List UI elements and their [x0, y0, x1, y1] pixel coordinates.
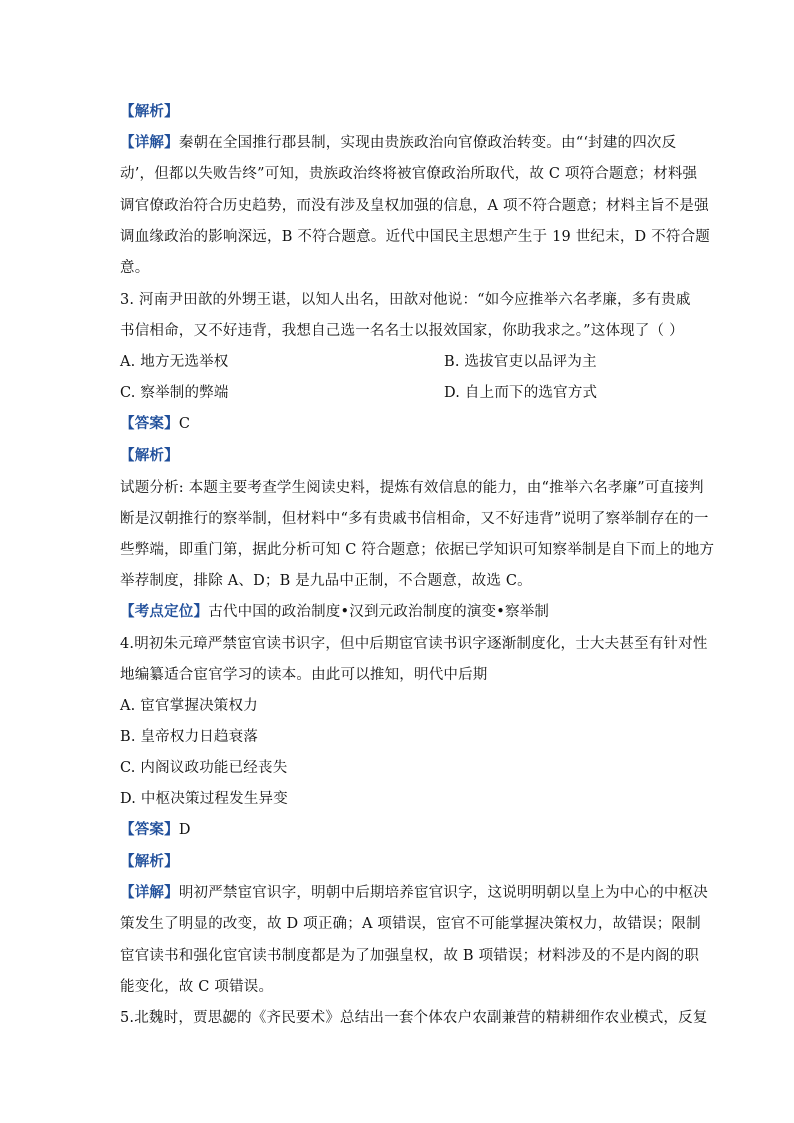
q3-option-b: B. 选拔官吏以品评为主 [444, 354, 597, 370]
q3-option-c: C. 察举制的弊端 [120, 385, 229, 401]
q3-option-d: D. 自上而下的选官方式 [444, 385, 598, 401]
q4-option-d: D. 中枢决策过程发生异变 [120, 791, 288, 807]
detail-line: 意。 [120, 260, 150, 276]
q4-option-a: A. 宦官掌握决策权力 [120, 698, 258, 714]
q3-answer: 【答案】C [120, 415, 191, 432]
question-4-stem: 4.明初朱元璋严禁宦官读书识字，但中后期宦官读书识字逐渐制度化，士大夫甚至有针对性 [120, 636, 708, 652]
q4-option-b: B. 皇帝权力日趋衰落 [120, 729, 259, 745]
analysis-heading-q3 [120, 446, 680, 466]
answer-tag: 【答案】 [120, 415, 179, 432]
detail-line: 调官僚政治符合历史趋势，而没有涉及皇权加强的信息，A 项不符合题意；材料主旨不是强 [120, 198, 709, 214]
q4-answer: 【答案】D [120, 821, 191, 838]
analysis-heading-q4 [120, 852, 680, 872]
analysis-line: 些弊端，即重门第，据此分析可知 C 符合题意；依据已学知识可知察举制是自下而上的地方 [120, 542, 715, 558]
analysis-tag: 【解析】 [120, 103, 179, 120]
q3-point: 【考点定位】古代中国的政治制度•汉到元政治制度的演变•察举制 [120, 603, 550, 620]
analysis-line: 断是汉朝推行的察举制，但材料中“多有贵戚书信相命，又不好违背”说明了察举制存在的一 [120, 511, 709, 527]
point-tag: 【考点定位】 [120, 603, 209, 620]
detail-line: 【详解】秦朝在全国推行郡县制，实现由贵族政治向官僚政治转变。由“‘封建的四次反 [120, 134, 677, 151]
answer-tag: 【答案】 [120, 821, 179, 838]
analysis-tag: 【解析】 [120, 853, 179, 870]
detail-line: 策发生了明显的改变，故 D 项正确；A 项错误，宦官不可能掌握决策权力，故错误；限制 [120, 916, 701, 932]
analysis-line: 试题分析: 本题主要考查学生阅读史料，提炼有效信息的能力，由“推举六名孝廉”可直接判 [120, 480, 704, 496]
analysis-line: 举荐制度，排除 A、D；B 是九品中正制，不合题意，故选 C。 [120, 573, 532, 589]
q3-option-a: A. 地方无选举权 [120, 354, 229, 370]
detail-line: 宦官读书和强化宦官读书制度都是为了加强皇权，故 B 项错误；材料涉及的不是内阁的职 [120, 948, 700, 964]
detail-line: 能变化，故 C 项错误。 [120, 979, 274, 995]
analysis-tag: 【解析】 [120, 447, 179, 464]
question-4-stem: 地编纂适合宦官学习的读本。由此可以推知，明代中后期 [120, 667, 488, 683]
detail-line: 动’，但都以失败告终”可知，贵族政治终将被官僚政治所取代，故 C 项符合题意；材料强 [120, 166, 698, 182]
q4-option-c: C. 内阁议政功能已经丧失 [120, 760, 288, 776]
question-5-stem: 5.北魏时，贾思勰的《齐民要术》总结出一套个体农户农副兼营的精耕细作农业模式，反复 [120, 1010, 708, 1026]
detail-line: 【详解】明初严禁宦官识字，明朝中后期培养宦官识字，这说明明朝以皇上为中心的中枢决 [120, 884, 709, 901]
detail-tag: 【详解】 [120, 884, 179, 901]
analysis-heading-q2 [120, 102, 680, 122]
detail-tag: 【详解】 [120, 134, 179, 151]
question-3-stem: 书信相命，又不好违背，我想自己选一名名士以报效国家，你助我求之。”这体现了（ ） [120, 323, 684, 339]
question-3-stem: 3. 河南尹田歆的外甥王谌，以知人出名，田歆对他说：“如今应推举六名孝廉，多有贵戚 [120, 292, 691, 308]
detail-line: 调血缘政治的影响深远，B 不符合题意。近代中国民主思想产生于 19 世纪末，D 不符合题 [120, 229, 710, 245]
